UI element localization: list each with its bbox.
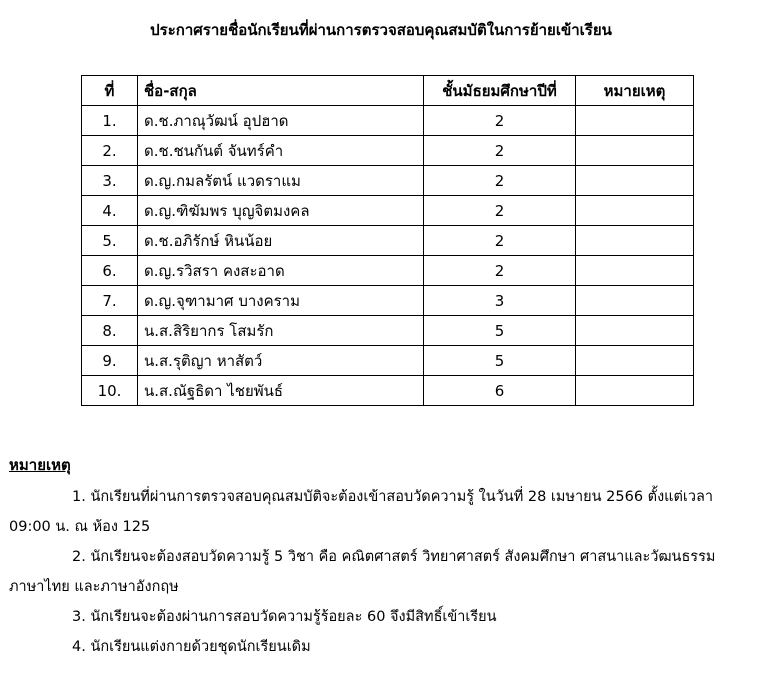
table-row: [82, 136, 694, 166]
row-note: [576, 316, 694, 346]
student-name: น.ส.สิริยากร โสมรัก: [138, 316, 424, 346]
table-row: [82, 196, 694, 226]
table-row: [82, 376, 694, 406]
remarks-list: [9, 482, 749, 662]
row-note: [576, 286, 694, 316]
table-row: [82, 226, 694, 256]
remark-item: 1. นักเรียนที่ผ่านการตรวจสอบคุณสมบัติจะต้องเข้าสอบวัดความรู้ ในวันที่ 28 เมษายน 2566 ตั้งแต่เวลา 09:00 น. ณ ห้อง 125: [9, 489, 714, 535]
table-row: [82, 256, 694, 286]
grade-level: 2: [424, 196, 576, 226]
row-number: 4.: [82, 196, 138, 226]
table-row: [82, 316, 694, 346]
remark-item: 2. นักเรียนจะต้องสอบวัดความรู้ 5 วิชา คือ คณิตศาสตร์ วิทยาศาสตร์ สังคมศึกษา ศาสนาและวัฒนธรรม ภาษาไทย และภาษาอังกฤษ: [9, 549, 716, 595]
row-note: [576, 226, 694, 256]
remark-item: 4. นักเรียนแต่งกายด้วยชุดนักเรียนเดิม: [72, 639, 311, 655]
student-name: น.ส.รุติญา หาสัตว์: [138, 346, 424, 376]
page-title: ประกาศรายชื่อนักเรียนที่ผ่านการตรวจสอบคุณสมบัติในการย้ายเข้าเรียน: [150, 21, 612, 39]
row-note: [576, 376, 694, 406]
grade-level: 3: [424, 286, 576, 316]
row-number: 2.: [82, 136, 138, 166]
student-name: ด.ญ.รวิสรา คงสะอาด: [138, 256, 424, 286]
grade-level: 2: [424, 136, 576, 166]
header-note: หมายเหตุ: [576, 76, 694, 106]
row-note: [576, 196, 694, 226]
grade-level: 6: [424, 376, 576, 406]
row-note: [576, 136, 694, 166]
student-name: ด.ช.ชนกันต์ จันทร์คำ: [138, 136, 424, 166]
header-grade: ชั้นมัธยมศึกษาปีที่: [424, 76, 576, 106]
table-row: [82, 106, 694, 136]
remark-item: 3. นักเรียนจะต้องผ่านการสอบวัดความรู้ร้อยละ 60 จึงมีสิทธิ์เข้าเรียน: [72, 609, 497, 625]
grade-level: 5: [424, 316, 576, 346]
row-number: 8.: [82, 316, 138, 346]
row-number: 9.: [82, 346, 138, 376]
row-note: [576, 106, 694, 136]
row-number: 3.: [82, 166, 138, 196]
student-name: ด.ญ.ฑิฆัมพร บุญจิตมงคล: [138, 196, 424, 226]
row-number: 7.: [82, 286, 138, 316]
student-table: [81, 75, 694, 406]
header-no: ที่: [82, 76, 138, 106]
grade-level: 5: [424, 346, 576, 376]
student-name: ด.ญ.จุฑามาศ บางคราม: [138, 286, 424, 316]
student-name: ด.ช.ภาณุวัฒน์ อุปฮาด: [138, 106, 424, 136]
student-name: ด.ช.อภิรักษ์ หินน้อย: [138, 226, 424, 256]
grade-level: 2: [424, 226, 576, 256]
row-number: 10.: [82, 376, 138, 406]
student-name: ด.ญ.กมลรัตน์ แวดราแม: [138, 166, 424, 196]
row-note: [576, 346, 694, 376]
grade-level: 2: [424, 166, 576, 196]
table-row: [82, 166, 694, 196]
table-header-row: [82, 76, 694, 106]
row-number: 5.: [82, 226, 138, 256]
table-row: [82, 346, 694, 376]
student-name: น.ส.ณัฐธิดา ไชยพันธ์: [138, 376, 424, 406]
table-row: [82, 286, 694, 316]
row-note: [576, 166, 694, 196]
row-note: [576, 256, 694, 286]
grade-level: 2: [424, 106, 576, 136]
grade-level: 2: [424, 256, 576, 286]
row-number: 6.: [82, 256, 138, 286]
header-name: ชื่อ-สกุล: [138, 76, 424, 106]
row-number: 1.: [82, 106, 138, 136]
remarks-heading: หมายเหตุ: [9, 456, 71, 474]
